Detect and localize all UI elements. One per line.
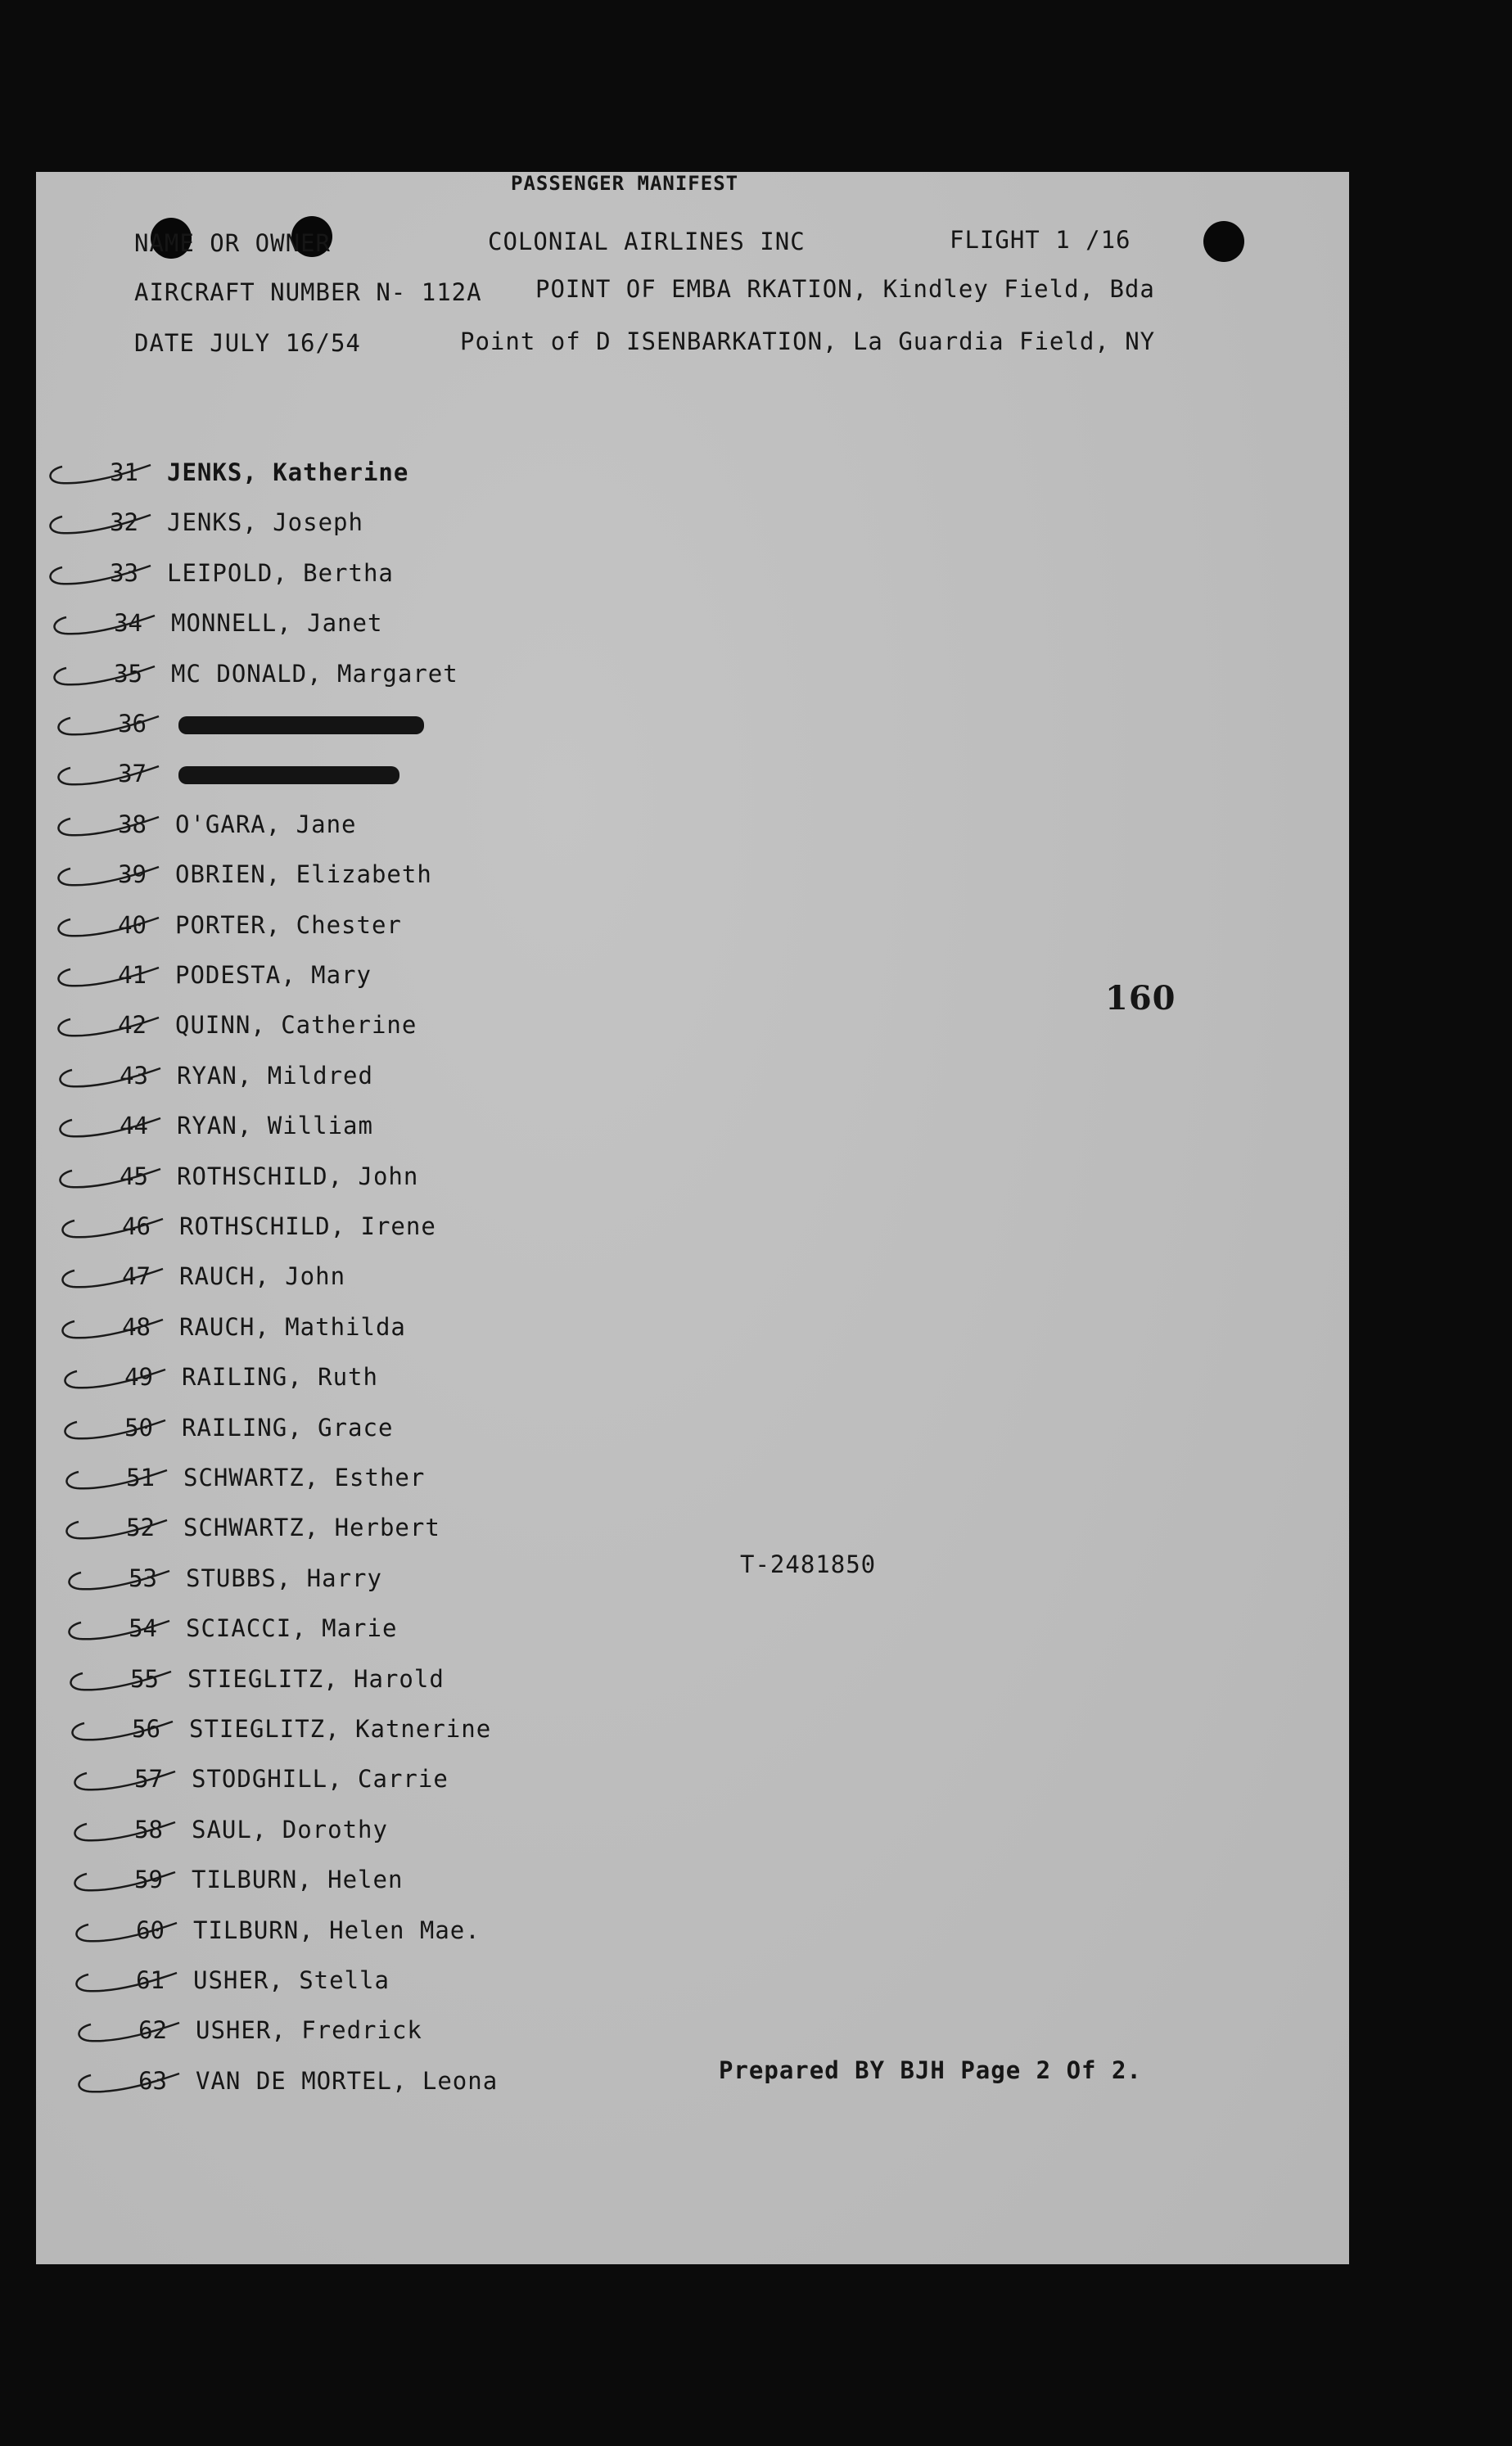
passenger-number: 63: [138, 2067, 167, 2095]
passenger-name: PODESTA, Mary: [175, 961, 372, 989]
passenger-number: 35: [114, 660, 142, 688]
checkmark-icon: [59, 1417, 174, 1450]
passenger-name: LEIPOLD, Bertha: [167, 559, 394, 587]
passenger-number: 33: [110, 559, 138, 587]
passenger-name: RYAN, William: [177, 1112, 373, 1140]
passenger-name: MONNELL, Janet: [171, 609, 383, 637]
checkmark-icon: [70, 1920, 185, 1952]
redacted-name: [178, 766, 399, 784]
passenger-name: USHER, Fredrick: [196, 2016, 422, 2044]
passenger-name: O'GARA, Jane: [175, 810, 357, 838]
flight-date: DATE JULY 16/54: [134, 329, 361, 357]
passenger-number: 46: [122, 1212, 151, 1240]
passenger-name: OBRIEN, Elizabeth: [175, 860, 432, 888]
embarkation-point: POINT OF EMBA RKATION, Kindley Field, Bda: [535, 275, 1155, 303]
passenger-number: 55: [130, 1665, 159, 1693]
disembarkation-point: Point of D ISENBARKATION, La Guardia Field, NY: [460, 327, 1156, 355]
checkmark-icon: [54, 1065, 169, 1098]
checkmark-icon: [63, 1618, 178, 1650]
airline-name: COLONIAL AIRLINES INC: [488, 228, 806, 255]
passenger-number: 57: [134, 1765, 163, 1793]
passenger-name: RYAN, Mildred: [177, 1062, 373, 1090]
checkmark-icon: [48, 663, 163, 696]
passenger-name: ROTHSCHILD, John: [177, 1162, 419, 1190]
checkmark-icon: [56, 1316, 171, 1349]
checkmark-icon: [56, 1266, 171, 1298]
passenger-number: 62: [138, 2016, 167, 2044]
punch-hole-3: [1203, 221, 1244, 262]
passenger-number: 53: [129, 1564, 157, 1592]
passenger-number: 42: [118, 1011, 147, 1039]
passenger-name: RAILING, Grace: [182, 1414, 394, 1442]
checkmark-icon: [59, 1366, 174, 1399]
passenger-number: 54: [129, 1614, 157, 1642]
passenger-number: 48: [122, 1313, 151, 1341]
passenger-number: 43: [120, 1062, 148, 1090]
checkmark-icon: [52, 713, 167, 746]
checkmark-icon: [66, 1718, 181, 1751]
passenger-name: TILBURN, Helen: [192, 1866, 404, 1893]
manifest-title: PASSENGER MANIFEST: [511, 172, 739, 195]
checkmark-icon: [69, 1819, 183, 1852]
passenger-name: RAUCH, John: [179, 1262, 346, 1290]
checkmark-icon: [63, 1568, 178, 1600]
passenger-number: 50: [124, 1414, 153, 1442]
passenger-number: 59: [134, 1866, 163, 1893]
passenger-name: SCIACCI, Marie: [186, 1614, 398, 1642]
passenger-name: JENKS, Joseph: [167, 508, 363, 536]
passenger-number: 60: [136, 1916, 165, 1944]
passenger-name: JENKS, Katherine: [167, 458, 409, 486]
checkmark-icon: [73, 2070, 187, 2103]
passenger-name: STIEGLITZ, Harold: [187, 1665, 445, 1693]
passenger-number: 56: [132, 1715, 160, 1743]
redacted-name: [178, 716, 424, 734]
passenger-name: PORTER, Chester: [175, 911, 402, 939]
checkmark-icon: [70, 1970, 185, 2002]
passenger-number: 37: [118, 760, 147, 788]
checkmark-icon: [65, 1668, 179, 1701]
passenger-name: VAN DE MORTEL, Leona: [196, 2067, 499, 2095]
checkmark-icon: [69, 1768, 183, 1801]
prepared-by-footer: Prepared BY BJH Page 2 Of 2.: [719, 2056, 1142, 2084]
aircraft-number: AIRCRAFT NUMBER N- 112A: [134, 278, 482, 306]
reference-number: T-2481850: [740, 1550, 877, 1578]
checkmark-icon: [44, 462, 159, 494]
checkmark-icon: [54, 1115, 169, 1148]
checkmark-icon: [48, 612, 163, 645]
owner-label: NAME OR OWNER: [134, 229, 331, 257]
passenger-name: STIEGLITZ, Katnerine: [189, 1715, 492, 1743]
checkmark-icon: [52, 964, 167, 997]
passenger-name: TILBURN, Helen Mae.: [193, 1916, 481, 1944]
checkmark-icon: [54, 1166, 169, 1198]
passenger-number: 44: [120, 1112, 148, 1140]
manifest-page: [36, 172, 1349, 2264]
passenger-number: 31: [110, 458, 138, 486]
passenger-number: 61: [136, 1966, 165, 1994]
passenger-name: QUINN, Catherine: [175, 1011, 417, 1039]
checkmark-icon: [69, 1869, 183, 1902]
passenger-name: SCHWARTZ, Herbert: [183, 1514, 440, 1541]
passenger-number: 41: [118, 961, 147, 989]
passenger-number: 32: [110, 508, 138, 536]
passenger-number: 36: [118, 710, 147, 738]
checkmark-icon: [73, 2020, 187, 2052]
passenger-number: 52: [126, 1514, 155, 1541]
passenger-number: 40: [118, 911, 147, 939]
passenger-number: 38: [118, 810, 147, 838]
passenger-name: STODGHILL, Carrie: [192, 1765, 449, 1793]
checkmark-icon: [52, 914, 167, 947]
checkmark-icon: [61, 1467, 175, 1500]
checkmark-icon: [61, 1517, 175, 1550]
checkmark-icon: [52, 763, 167, 796]
page-number: 160: [1105, 979, 1176, 1018]
checkmark-icon: [44, 562, 159, 595]
checkmark-icon: [52, 814, 167, 846]
passenger-number: 49: [124, 1363, 153, 1391]
passenger-name: USHER, Stella: [193, 1966, 390, 1994]
checkmark-icon: [52, 1014, 167, 1047]
passenger-number: 47: [122, 1262, 151, 1290]
passenger-number: 39: [118, 860, 147, 888]
passenger-name: RAUCH, Mathilda: [179, 1313, 406, 1341]
passenger-name: RAILING, Ruth: [182, 1363, 378, 1391]
passenger-name: SCHWARTZ, Esther: [183, 1464, 426, 1492]
passenger-number: 51: [126, 1464, 155, 1492]
checkmark-icon: [52, 864, 167, 896]
flight-number: FLIGHT 1 /16: [950, 226, 1131, 254]
passenger-name: MC DONALD, Margaret: [171, 660, 458, 688]
passenger-number: 58: [134, 1816, 163, 1844]
checkmark-icon: [44, 512, 159, 544]
passenger-number: 45: [120, 1162, 148, 1190]
checkmark-icon: [56, 1216, 171, 1248]
passenger-name: SAUL, Dorothy: [192, 1816, 388, 1844]
passenger-name: ROTHSCHILD, Irene: [179, 1212, 436, 1240]
passenger-number: 34: [114, 609, 142, 637]
passenger-name: STUBBS, Harry: [186, 1564, 382, 1592]
